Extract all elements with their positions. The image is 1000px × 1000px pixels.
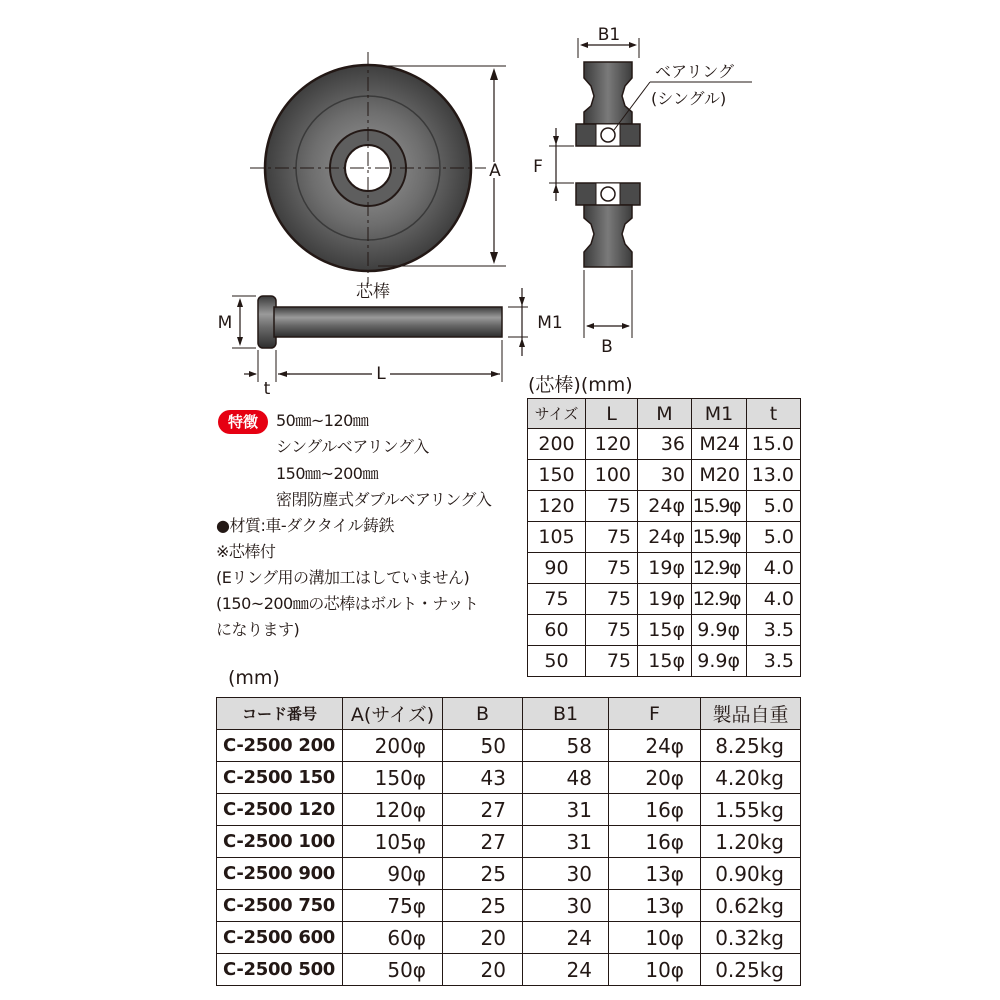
- table-cell: 58: [523, 730, 609, 762]
- table-cell: 75: [586, 491, 638, 522]
- table-cell: 5.0: [747, 522, 801, 553]
- shaft-table-caption: (芯棒)(mm): [528, 374, 633, 396]
- header-b1: B1: [523, 698, 609, 730]
- table-row: [217, 890, 801, 922]
- table-cell: 5.0: [747, 491, 801, 522]
- table-cell: 50: [443, 730, 523, 762]
- table-cell: 75: [586, 553, 638, 584]
- table-cell: 19φ: [638, 553, 692, 584]
- feature-line: 50㎜~120㎜: [276, 411, 369, 430]
- table-cell: 25: [443, 858, 523, 890]
- table-cell: 0.62kg: [701, 890, 801, 922]
- dimension-b1-label: B1: [597, 25, 621, 45]
- table-cell: 0.90kg: [701, 858, 801, 890]
- table-cell: 9.9φ: [692, 646, 747, 677]
- dimension-m1-label: M1: [537, 313, 563, 333]
- product-table-header: [217, 698, 801, 730]
- dimension-a-label: A: [489, 161, 501, 181]
- table-cell: 120φ: [343, 794, 443, 826]
- dimension-m-label: M: [217, 313, 233, 333]
- header-b: B: [443, 698, 523, 730]
- shaft-side-view: [218, 282, 563, 399]
- table-cell: 120: [528, 491, 586, 522]
- table-cell: 50φ: [343, 954, 443, 986]
- table-cell: 15.9φ: [692, 522, 747, 553]
- table-row: [528, 615, 801, 646]
- bearing-label: ベアリング: [655, 62, 735, 81]
- header-weight: 製品自重: [701, 698, 801, 730]
- dimension-l-label: L: [376, 364, 386, 384]
- table-cell: 4.0: [747, 553, 801, 584]
- table-cell: 31: [523, 794, 609, 826]
- table-cell: 15.0: [747, 429, 801, 460]
- feature-line: 密閉防塵式ダブルベアリング入: [276, 490, 492, 509]
- material-text: ●材質:車-ダクタイル鋳鉄: [216, 516, 394, 535]
- table-row: [217, 954, 801, 986]
- table-cell: C-2500 750: [217, 890, 343, 922]
- table-row: [528, 584, 801, 615]
- product-table-body: [217, 730, 801, 986]
- table-cell: 24φ: [609, 730, 701, 762]
- product-table: [216, 697, 801, 986]
- shaft-title: 芯棒: [356, 282, 390, 302]
- table-cell: 20φ: [609, 762, 701, 794]
- shaft-header-t: t: [747, 399, 801, 429]
- table-row: [217, 858, 801, 890]
- table-cell: 200φ: [343, 730, 443, 762]
- table-cell: C-2500 100: [217, 826, 343, 858]
- table-row: [217, 826, 801, 858]
- main-table-caption: (mm): [228, 667, 280, 689]
- table-cell: C-2500 500: [217, 954, 343, 986]
- header-code: コード番号: [217, 698, 343, 730]
- table-cell: 36: [638, 429, 692, 460]
- table-cell: 150φ: [343, 762, 443, 794]
- table-row: [217, 730, 801, 762]
- table-row: [217, 922, 801, 954]
- table-cell: 90φ: [343, 858, 443, 890]
- table-cell: 24: [523, 954, 609, 986]
- table-row: [528, 522, 801, 553]
- header-f: F: [609, 698, 701, 730]
- table-cell: 27: [443, 826, 523, 858]
- table-cell: 12.9φ: [692, 553, 747, 584]
- table-cell: C-2500 900: [217, 858, 343, 890]
- table-row: [528, 429, 801, 460]
- table-cell: 10φ: [609, 954, 701, 986]
- table-cell: 90: [528, 553, 586, 584]
- table-cell: 0.25kg: [701, 954, 801, 986]
- table-cell: 3.5: [747, 615, 801, 646]
- shaft-table-body: [528, 429, 801, 677]
- table-cell: 30: [523, 890, 609, 922]
- table-cell: 75: [586, 584, 638, 615]
- table-cell: 75: [586, 646, 638, 677]
- table-cell: 15φ: [638, 615, 692, 646]
- table-cell: C-2500 120: [217, 794, 343, 826]
- note-line: (150~200㎜の芯棒はボルト・ナット: [216, 594, 479, 613]
- table-cell: 15φ: [638, 646, 692, 677]
- table-cell: 24φ: [638, 522, 692, 553]
- feature-line: シングルベアリング入: [276, 437, 429, 456]
- table-cell: 20: [443, 922, 523, 954]
- dimension-b-label: B: [601, 337, 613, 357]
- bearing-label-single: (シングル): [651, 89, 727, 108]
- feature-line: 150㎜~200㎜: [276, 464, 378, 483]
- table-cell: 75: [586, 615, 638, 646]
- table-cell: 4.20kg: [701, 762, 801, 794]
- wheel-cross-section: [533, 25, 752, 357]
- table-cell: 10φ: [609, 922, 701, 954]
- table-cell: 150: [528, 460, 586, 491]
- table-cell: 25: [443, 890, 523, 922]
- wheel-front-view: [250, 52, 506, 284]
- table-cell: 0.32kg: [701, 922, 801, 954]
- table-cell: M20: [692, 460, 747, 491]
- note-line: ※芯棒付: [216, 542, 276, 561]
- shaft-table-header: [528, 399, 801, 429]
- table-cell: 60φ: [343, 922, 443, 954]
- table-cell: 24φ: [638, 491, 692, 522]
- dimension-t-label: t: [263, 379, 271, 399]
- table-cell: 48: [523, 762, 609, 794]
- table-row: [217, 794, 801, 826]
- table-cell: 120: [586, 429, 638, 460]
- table-cell: 19φ: [638, 584, 692, 615]
- table-cell: 13φ: [609, 858, 701, 890]
- table-cell: 1.55kg: [701, 794, 801, 826]
- table-cell: 105φ: [343, 826, 443, 858]
- table-cell: 13φ: [609, 890, 701, 922]
- table-cell: 15.9φ: [692, 491, 747, 522]
- table-row: [528, 460, 801, 491]
- table-cell: M24: [692, 429, 747, 460]
- table-cell: 16φ: [609, 826, 701, 858]
- table-cell: 24: [523, 922, 609, 954]
- table-row: [528, 491, 801, 522]
- table-cell: C-2500 150: [217, 762, 343, 794]
- table-cell: 200: [528, 429, 586, 460]
- table-cell: 12.9φ: [692, 584, 747, 615]
- table-cell: 105: [528, 522, 586, 553]
- technical-drawing: [0, 0, 1000, 400]
- shaft-header-size: サイズ: [528, 399, 586, 429]
- note-line: になります): [216, 620, 300, 639]
- shaft-table: [527, 398, 801, 677]
- table-cell: 75φ: [343, 890, 443, 922]
- shaft-header-m: M: [638, 399, 692, 429]
- table-cell: C-2500 600: [217, 922, 343, 954]
- dimension-f-label: F: [533, 157, 543, 177]
- table-cell: 16φ: [609, 794, 701, 826]
- table-cell: 1.20kg: [701, 826, 801, 858]
- table-cell: 20: [443, 954, 523, 986]
- table-row: [528, 646, 801, 677]
- note-line: (Eリング用の溝加工はしていません): [216, 568, 470, 587]
- header-size: A(サイズ): [343, 698, 443, 730]
- table-cell: 13.0: [747, 460, 801, 491]
- feature-badge: 特徴: [218, 410, 268, 434]
- table-cell: 9.9φ: [692, 615, 747, 646]
- table-cell: 43: [443, 762, 523, 794]
- shaft-header-m1: M1: [692, 399, 747, 429]
- table-cell: 30: [523, 858, 609, 890]
- table-cell: 75: [528, 584, 586, 615]
- table-cell: 8.25kg: [701, 730, 801, 762]
- table-row: [528, 553, 801, 584]
- table-cell: 75: [586, 522, 638, 553]
- table-cell: 100: [586, 460, 638, 491]
- table-cell: 27: [443, 794, 523, 826]
- table-row: [217, 762, 801, 794]
- table-cell: 4.0: [747, 584, 801, 615]
- table-cell: 30: [638, 460, 692, 491]
- shaft-header-l: L: [586, 399, 638, 429]
- table-cell: 3.5: [747, 646, 801, 677]
- table-cell: 50: [528, 646, 586, 677]
- table-cell: C-2500 200: [217, 730, 343, 762]
- table-cell: 31: [523, 826, 609, 858]
- table-cell: 60: [528, 615, 586, 646]
